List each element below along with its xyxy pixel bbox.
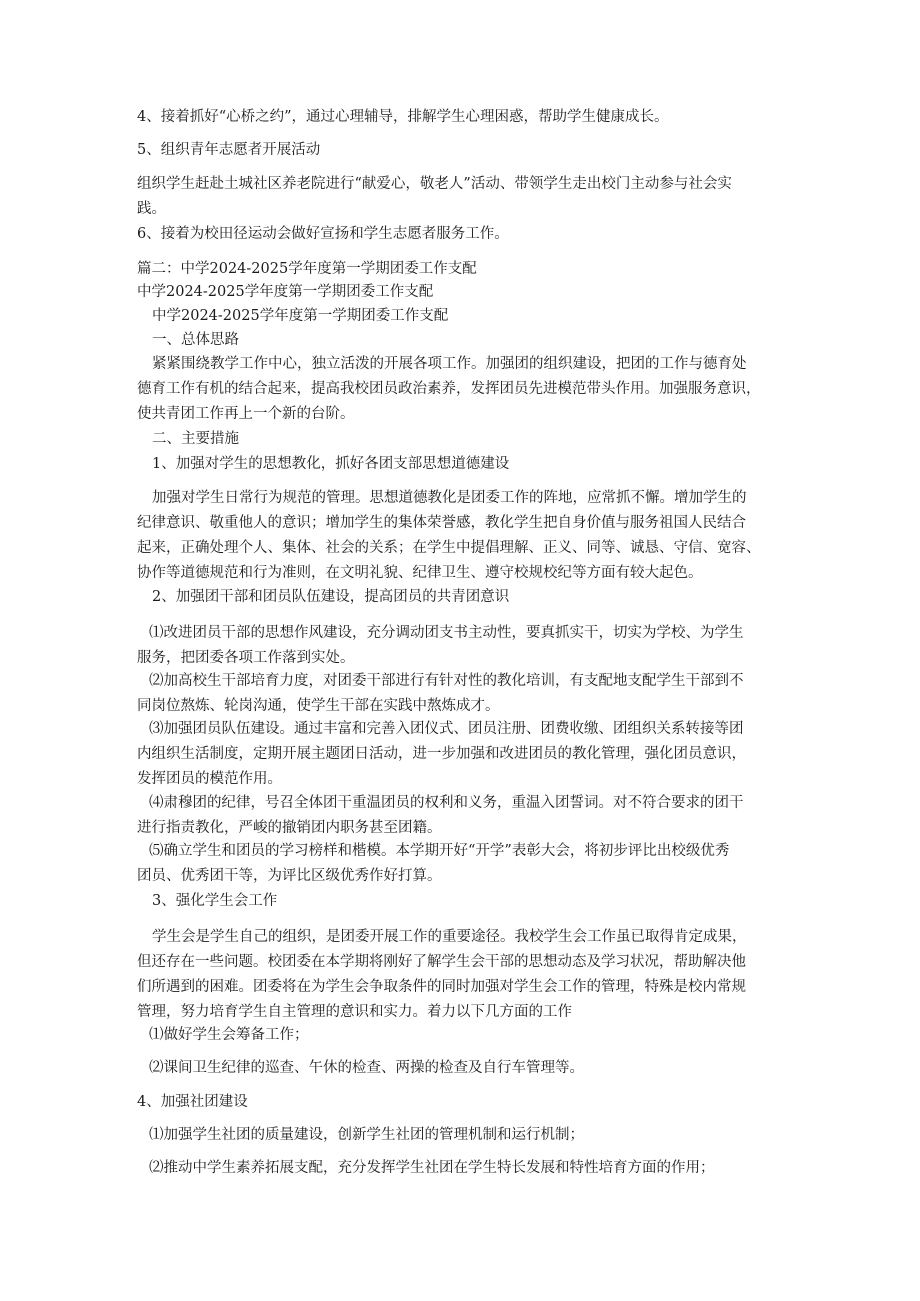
item-5-body bbox=[137, 172, 732, 222]
text-line: 起来，正确处理个人、集体、社会的关系；在学生中提倡理解、正义、同等、诚恳、守信、宽容、 bbox=[137, 540, 761, 556]
part2-heading-2: 中学2024-2025学年度第一学期团委工作支配 bbox=[137, 284, 434, 300]
item-4-line: 4、接着抓好“心桥之约”，通过心理辅导，排解学生心理困惑，帮助学生健康成长。 bbox=[137, 109, 669, 125]
measure-2-item-4 bbox=[137, 791, 744, 841]
text-line: 紧紧围绕教学工作中心，独立活泼的开展各项工作。加强团的组织建设，把团的工作与德育处 bbox=[152, 356, 747, 372]
measure-2-title: 2、加强团干部和团员队伍建设，提高团员的共青团意识 bbox=[152, 589, 510, 605]
section-1-title: 一、总体思路 bbox=[152, 332, 239, 348]
text-line: 学生会是学生自己的组织，是团委开展工作的重要途径。我校学生会工作虽已取得肯定成果， bbox=[152, 929, 747, 945]
text-line: 践。 bbox=[137, 201, 166, 217]
measure-4-title: 4、加强社团建设 bbox=[137, 1094, 248, 1110]
text-line: 但还存在一些问题。校团委在本学期将刚好了解学生会干部的思想动态及学习状况，帮助解决他 bbox=[137, 954, 746, 970]
measure-2-item-5 bbox=[137, 839, 729, 889]
text-line: 内组织生活制度，定期开展主题团日活动，进一步加强和改进团员的教化管理，强化团员意识， bbox=[137, 746, 746, 762]
text-line: 协作等道德规范和行为准则，在文明礼貌、纪律卫生、遵守校规校纪等方面有较大起色。 bbox=[137, 565, 703, 581]
measure-2-item-2 bbox=[137, 669, 744, 719]
text-line: ⑶加强团员队伍建设。通过丰富和完善入团仪式、团员注册、团费收缴、团组织关系转接等团 bbox=[149, 721, 744, 737]
text-line: 使共青团工作再上一个新的台阶。 bbox=[137, 406, 355, 422]
item-5-title: 5、组织青年志愿者开展活动 bbox=[137, 142, 321, 158]
measure-3-item-2: ⑵课间卫生纪律的巡查、午休的检查、两操的检查及自行车管理等。 bbox=[149, 1060, 584, 1076]
measure-1-body bbox=[137, 486, 761, 586]
measure-3-item-1: ⑴做好学生会筹备工作； bbox=[149, 1027, 309, 1043]
item-6-line: 6、接着为校田径运动会做好宣扬和学生志愿者服务工作。 bbox=[137, 226, 509, 242]
text-line: ⑵加高校生干部培育力度，对团委干部进行有针对性的教化培训，有支配地支配学生干部到不 bbox=[149, 673, 744, 689]
text-line: 们所遇到的困难。团委将在为学生会争取条件的同时加强对学生会工作的管理，特殊是校内常规 bbox=[137, 979, 746, 995]
text-line: 团员、优秀团干等，为评比区级优秀作好打算。 bbox=[137, 868, 442, 884]
text-line: 组织学生赶赴土城社区养老院进行“献爱心，敬老人”活动、带领学生走出校门主动参与社会实 bbox=[137, 176, 732, 192]
text-line: ⑸确立学生和团员的学习榜样和楷模。本学期开好“开学”表彰大会，将初步评比出校级优秀 bbox=[149, 843, 730, 859]
section-2-title: 二、主要措施 bbox=[152, 431, 239, 447]
text-line: 纪律意识、敬重他人的意识；增加学生的集体荣誉感，教化学生把自身价值与服务祖国人民结合 bbox=[137, 515, 746, 531]
text-line: ⑷肃穆团的纪律，号召全体团干重温团员的权利和义务，重温入团誓词。对不符合要求的团干 bbox=[149, 795, 744, 811]
text-line: 德育工作有机的结合起来，提高我校团员政治素养，发挥团员先进模范带头作用。加强服务意识， bbox=[137, 381, 761, 397]
measure-2-item-1 bbox=[137, 621, 744, 671]
measure-4-item-1: ⑴加强学生社团的质量建设，创新学生社团的管理机制和运行机制； bbox=[149, 1127, 584, 1143]
section-1-body bbox=[137, 352, 761, 427]
measure-3-title: 3、强化学生会工作 bbox=[152, 893, 278, 909]
text-line: 发挥团员的模范作用。 bbox=[137, 771, 282, 787]
text-line: 管理，努力培育学生自主管理的意识和实力。着力以下几方面的工作 bbox=[137, 1004, 572, 1020]
part2-heading-1: 篇二：中学2024-2025学年度第一学期团委工作支配 bbox=[137, 261, 477, 277]
text-line: 服务，把团委各项工作落到实处。 bbox=[137, 650, 355, 666]
text-line: 加强对学生日常行为规范的管理。思想道德教化是团委工作的阵地，应常抓不懈。增加学生的 bbox=[152, 490, 747, 506]
text-line: 进行指责教化，严峻的撤销团内职务甚至团籍。 bbox=[137, 820, 442, 836]
text-line: ⑴改进团员干部的思想作风建设，充分调动团支书主动性，要真抓实干，切实为学校、为学生 bbox=[149, 625, 744, 641]
measure-4-item-2: ⑵推动中学生素养拓展支配，充分发挥学生社团在学生特长发展和特性培育方面的作用； bbox=[149, 1160, 715, 1176]
measure-2-item-3 bbox=[137, 717, 746, 792]
measure-1-title: 1、加强对学生的思想教化，抓好各团支部思想道德建设 bbox=[152, 456, 510, 472]
part2-heading-3: 中学2024-2025学年度第一学期团委工作支配 bbox=[152, 308, 449, 324]
measure-3-body bbox=[137, 925, 747, 1025]
text-line: 同岗位熬炼、轮岗沟通，使学生干部在实践中熬炼成才。 bbox=[137, 698, 500, 714]
